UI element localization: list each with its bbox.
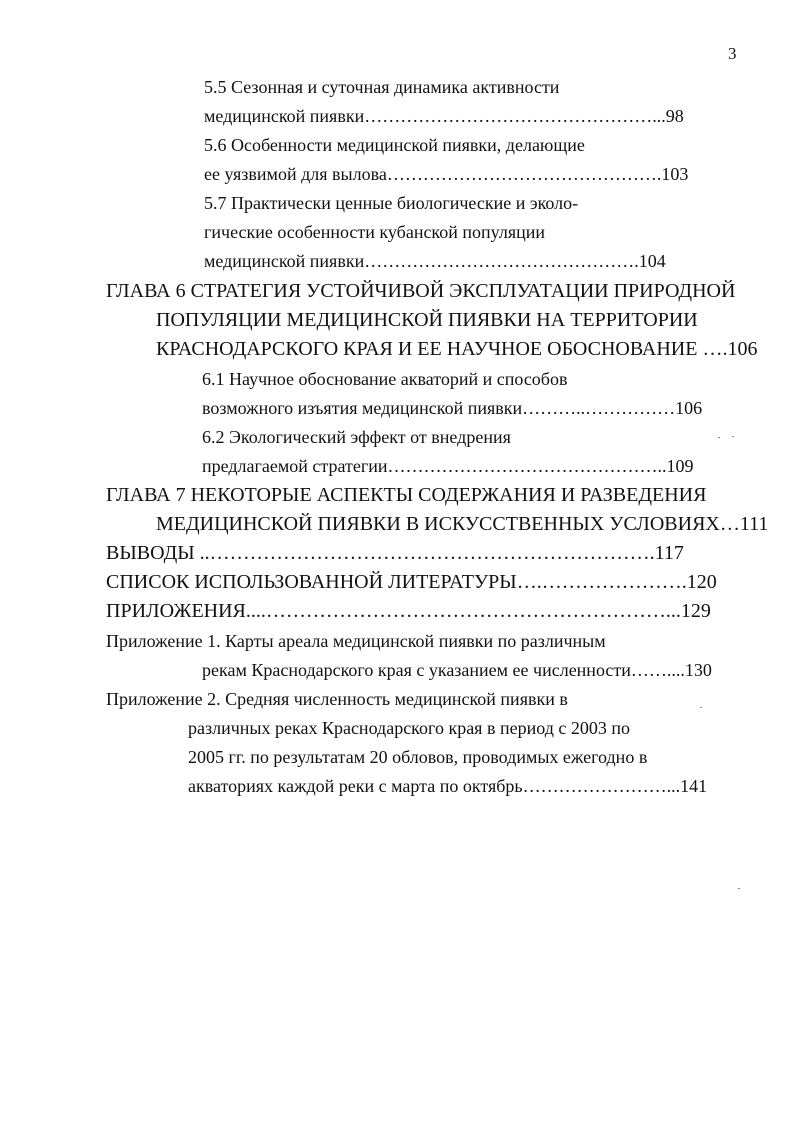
scan-speck xyxy=(738,888,740,889)
toc-line: 6.2 Экологический эффект от внедрения xyxy=(202,427,511,447)
toc-line: 5.6 Особенности медицинской пиявки, делающие xyxy=(204,135,585,155)
toc-line: медицинской пиявки……………………………………….104 xyxy=(204,251,666,271)
toc-line: 5.5 Сезонная и суточная динамика активности xyxy=(204,77,560,97)
scan-speck xyxy=(718,437,720,438)
toc-chapter-line: КРАСНОДАРСКОГО КРАЯ И ЕЕ НАУЧНОЕ ОБОСНОВАНИЕ ….106 xyxy=(156,338,758,360)
scan-speck xyxy=(700,707,702,708)
toc-line: рекам Краснодарского края с указанием ее численности……....130 xyxy=(202,660,712,680)
toc-entry-appendices: ПРИЛОЖЕНИЯ....……………………………………………………...129 xyxy=(106,600,711,622)
toc-chapter-line: ГЛАВА 6 СТРАТЕГИЯ УСТОЙЧИВОЙ ЭКСПЛУАТАЦИИ ПРИРОДНОЙ xyxy=(106,280,736,302)
page-number: 3 xyxy=(728,44,737,63)
toc-line: 2005 гг. по результатам 20 обловов, проводимых ежегодно в xyxy=(188,747,648,767)
toc-line: Приложение 1. Карты ареала медицинской пиявки по различным xyxy=(106,631,606,651)
toc-entry-references: СПИСОК ИСПОЛЬЗОВАННОЙ ЛИТЕРАТУРЫ….………………….120 xyxy=(106,571,717,593)
toc-chapter-line: ГЛАВА 7 НЕКОТОРЫЕ АСПЕКТЫ СОДЕРЖАНИЯ И РАЗВЕДЕНИЯ xyxy=(106,484,707,506)
toc-chapter-line: ПОПУЛЯЦИИ МЕДИЦИНСКОЙ ПИЯВКИ НА ТЕРРИТОРИИ xyxy=(156,309,698,331)
toc-line: предлагаемой стратегии………………………………………..109 xyxy=(202,456,694,476)
toc-line: медицинской пиявки…………………………………………...98 xyxy=(204,106,684,126)
toc-chapter-line: МЕДИЦИНСКОЙ ПИЯВКИ В ИСКУССТВЕННЫХ УСЛОВИЯХ…111 xyxy=(156,513,769,535)
toc-line: возможного изъятия медицинской пиявки………..……………106 xyxy=(202,398,703,418)
toc-line: ее уязвимой для вылова……………………………………….103 xyxy=(204,164,689,184)
toc-line: различных реках Краснодарского края в период с 2003 по xyxy=(188,718,630,738)
toc-line: акваториях каждой реки с марта по октябрь……………………...141 xyxy=(188,776,708,796)
toc-line: гические особенности кубанской популяции xyxy=(204,222,546,242)
toc-line: Приложение 2. Средняя численность медицинской пиявки в xyxy=(106,689,568,709)
toc-line: 5.7 Практически ценные биологические и эколо- xyxy=(204,193,579,213)
toc-line: 6.1 Научное обоснование акваторий и способов xyxy=(202,369,568,389)
toc-entry-conclusions: ВЫВОДЫ ..………………………………………………………….117 xyxy=(106,542,684,564)
scan-speck xyxy=(732,436,734,437)
